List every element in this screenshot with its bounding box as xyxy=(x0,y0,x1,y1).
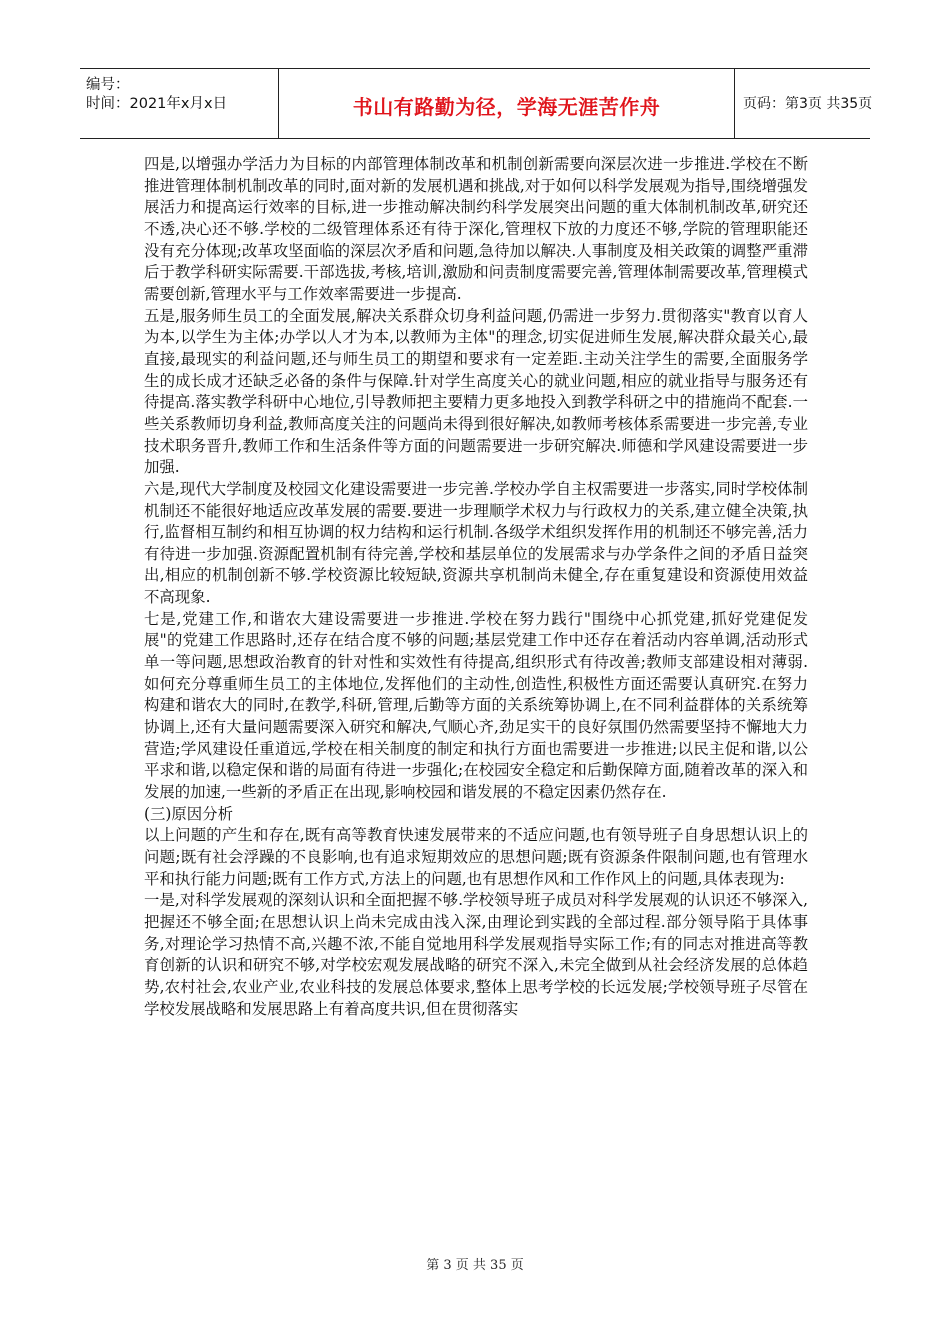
page-footer: 第 3 页 共 35 页 xyxy=(426,1258,524,1273)
header-page-info: 页码：第3页 共35页 xyxy=(743,96,873,112)
document-time-label: 时间：2021年x月x日 xyxy=(86,96,228,112)
document-number-label: 编号： xyxy=(86,77,130,93)
header-meta xyxy=(80,69,278,138)
document-body xyxy=(144,154,808,1020)
paragraph-cause-one: 一是,对科学发展观的深刻认识和全面把握不够.学校领导班子成员对科学发展观的认识还不够深入,把握还不够全面;在思想认识上尚未完成由浅入深,由理论到实践的全部过程.部分领导陷于具体事务,对理论学习热情不高,兴趣不浓,不能自觉地用科学发展观指导实际工作;有的同志对推进高等教育创新的认识和研究不够,对学校宏观发展战略的研究不深入,未完全做到从社会经济发展的总体趋势,农村社会,农业产业,农业科技的发展总体要求,整体上思考学校的长远发展;学校领导班子尽管在学校发展战略和发展思路上有着高度共识,但在贯彻落实 xyxy=(144,891,808,1018)
paragraph-point-four: 四是,以增强办学活力为目标的内部管理体制改革和机制创新需要向深层次进一步推进.学校在不断推进管理体制机制改革的同时,面对新的发展机遇和挑战,对于如何以科学发展观为指导,围绕增强发展活力和提高运行效率的目标,进一步推动解决制约科学发展突出问题的重大体制机制改革,研究还不透,决心还不够.学校的二级管理体系还有待于深化,管理权下放的力度还不够,学院的管理职能还没有充分体现;改革攻坚面临的深层次矛盾和问题,急待加以解决.人事制度及相关政策的调整严重滞后于教学科研实际需要.干部选拔,考核,培训,激励和问责制度需要完善,管理体制需要改革,管理模式需要创新,管理水平与工作效率需要进一步提高. xyxy=(144,155,808,303)
paragraph-point-five: 五是,服务师生员工的全面发展,解决关系群众切身利益问题,仍需进一步努力.贯彻落实"教育以育人为本,以学生为主体;办学以人才为本,以教师为主体"的理念,切实促进师生发展,解决群众最关心,最直接,最现实的利益问题,还与师生员工的期望和要求有一定差距.主动关注学生的需要,全面服务学生的成长成才还缺乏必备的条件与保障.针对学生高度关心的就业问题,相应的就业指导与服务还有待提高.落实教学科研中心地位,引导教师把主要精力更多地投入到教学科研之中的措施尚不配套.一些关系教师切身利益,教师高度关注的问题尚未得到很好解决,如教师考核体系需要进一步完善,专业技术职务晋升,教师工作和生活条件等方面的问题需要进一步研究解决.师德和学风建设需要进一步加强. xyxy=(144,306,808,477)
paragraph-point-seven: 七是,党建工作,和谐农大建设需要进一步推进.学校在努力践行"围绕中心抓党建,抓好党建促发展"的党建工作思路时,还存在结合度不够的问题;基层党建工作中还存在着活动内容单调,活动形式单一等问题,思想政治教育的针对性和实效性有待提高,组织形式有待改善;教师支部建设相对薄弱.如何充分尊重师生员工的主体地位,发挥他们的主动性,创造性,积极性方面还需要认真研究.在努力构建和谐农大的同时,在教学,科研,管理,后勤等方面的关系统筹协调上,在不同利益群体的关系统筹协调上,还有大量问题需要深入研究和解决,气顺心齐,劲足实干的良好氛围仍然需要坚持不懈地大力营造;学风建设任重道远,学校在相关制度的制定和执行方面也需要进一步推进;以民主促和谐,以公平求和谐,以稳定保和谐的局面有待进一步强化;在校园安全稳定和后勤保障方面,随着改革的深入和发展的加速,一些新的矛盾正在出现,影响校园和谐发展的不稳定因素仍然存在. xyxy=(144,609,808,802)
header-motto-cell xyxy=(278,69,735,138)
section-heading-cause-analysis: (三)原因分析 xyxy=(144,804,233,823)
paragraph-point-six: 六是,现代大学制度及校园文化建设需要进一步完善.学校办学自主权需要进一步落实,同时学校体制机制还不能很好地适应改革发展的需要.要进一步理顺学术权力与行政权力的关系,建立健全决策,执行,监督相互制约和相互协调的权力结构和运行机制.各级学术组织发挥作用的机制还不够完善,活力有待进一步加强.资源配置机制有待完善,学校和基层单位的发展需求与办学条件之间的矛盾日益突出,相应的机制创新不够.学校资源比较短缺,资源共享机制尚未健全,存在重复建设和资源使用效益不高现象. xyxy=(144,479,808,607)
page-header xyxy=(80,68,873,139)
header-motto: 书山有路勤为径，学海无涯苦作舟 xyxy=(352,95,661,119)
header-page-cell xyxy=(733,69,873,138)
paragraph-cause-intro: 以上问题的产生和存在,既有高等教育快速发展带来的不适应问题,也有领导班子自身思想认识上的问题;既有社会浮躁的不良影响,也有追求短期效应的思想问题;既有资源条件限制问题,也有管理水平和执行能力问题;既有工作方式,方法上的问题,也有思想作风和工作作风上的问题,具体表现为: xyxy=(144,826,808,888)
